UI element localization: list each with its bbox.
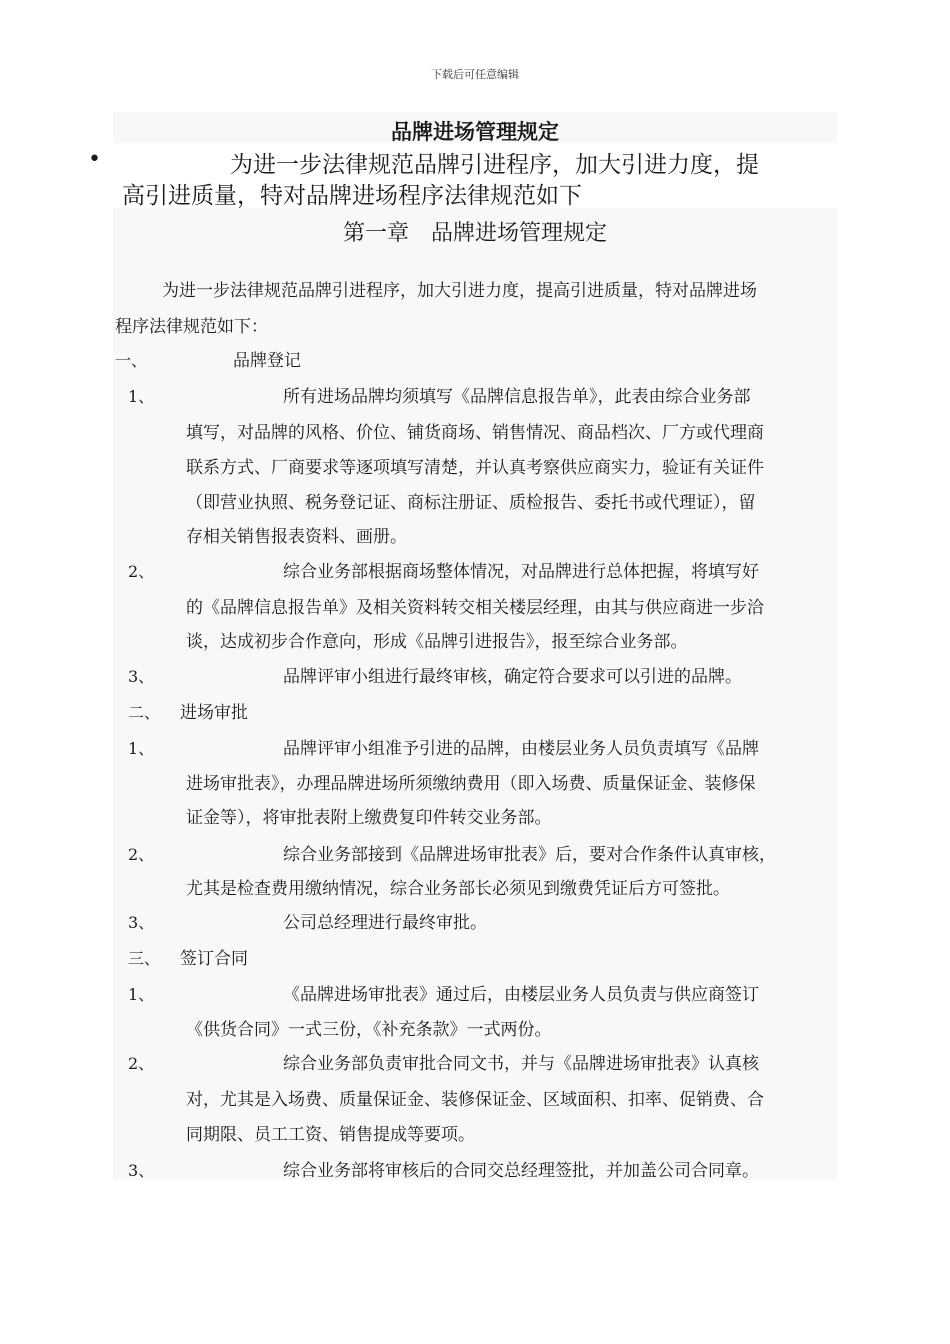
item-text-line: 填写，对品牌的风格、价位、铺货商场、销售情况、商品档次、厂方或代理商: [186, 423, 764, 443]
section-2-heading: 进场审批: [180, 703, 248, 723]
intro-line-1: 为进一步法律规范品牌引进程序，加大引进力度，提: [230, 152, 759, 178]
item-number: 1、: [128, 739, 155, 758]
item-text-line: 综合业务部根据商场整体情况，对品牌进行总体把握，将填写好: [283, 562, 759, 582]
intro-line-2: 高引进质量，特对品牌进场程序法律规范如下: [122, 183, 582, 209]
item-text-line: 对，尤其是入场费、质量保证金、装修保证金、区域面积、扣率、促销费、合: [186, 1090, 764, 1110]
item-number: 2、: [128, 562, 155, 581]
item-text-line: 进场审批表》，办理品牌进场所须缴纳费用（即入场费、质量保证金、装修保: [186, 774, 756, 794]
header-note: 下载后可任意编辑: [431, 68, 519, 81]
item-text-line: 综合业务部负责审批合同文书，并与《品牌进场审批表》认真核: [283, 1054, 759, 1074]
item-text-line: 品牌评审小组准予引进的品牌，由楼层业务人员负责填写《品牌: [283, 739, 759, 759]
preface-line-2: 程序法律规范如下：: [115, 317, 268, 337]
document-title: 品牌进场管理规定: [391, 119, 559, 144]
item-number: 3、: [128, 1161, 155, 1180]
section-2-number: 二、: [128, 703, 161, 722]
item-text-line: 综合业务部将审核后的合同交总经理签批，并加盖公司合同章。: [283, 1161, 759, 1181]
section-3-heading: 签订合同: [180, 949, 248, 969]
item-number: 2、: [128, 845, 155, 864]
item-text-line: 所有进场品牌均须填写《品牌信息报告单》，此表由综合业务部: [283, 387, 751, 407]
item-number: 1、: [128, 387, 155, 406]
item-number: 2、: [128, 1054, 155, 1073]
item-text-line: 联系方式、厂商要求等逐项填写清楚，并认真考察供应商实力，验证有关证件: [186, 458, 764, 478]
item-number: 3、: [128, 667, 155, 686]
item-text-line: 《品牌进场审批表》通过后，由楼层业务人员负责与供应商签订: [283, 985, 759, 1005]
chapter-title: 第一章 品牌进场管理规定: [342, 221, 607, 246]
item-text-line: 存相关销售报表资料、画册。: [186, 527, 407, 547]
bullet-icon: •: [88, 147, 101, 172]
item-number: 3、: [128, 913, 155, 932]
item-text-line: 品牌评审小组进行最终审核，确定符合要求可以引进的品牌。: [283, 667, 742, 687]
section-1-number: 一、: [115, 351, 148, 370]
item-text-line: 谈，达成初步合作意向，形成《品牌引进报告》，报至综合业务部。: [186, 632, 688, 652]
section-3-number: 三、: [128, 949, 161, 968]
item-text-line: 尤其是检查费用缴纳情况，综合业务部长必须见到缴费凭证后方可签批。: [186, 879, 730, 899]
preface-line-1: 为进一步法律规范品牌引进程序，加大引进力度，提高引进质量，特对品牌进场: [162, 281, 757, 301]
item-text-line: （即营业执照、税务登记证、商标注册证、质检报告、委托书或代理证），留: [186, 493, 756, 513]
item-text-line: 综合业务部接到《品牌进场审批表》后，要对合作条件认真审核，: [283, 845, 776, 865]
item-text-line: 《供货合同》一式三份，《补充条款》一式两份。: [186, 1020, 552, 1040]
section-1-heading: 品牌登记: [233, 351, 301, 371]
item-text-line: 证金等），将审批表附上缴费复印件转交业务部。: [186, 808, 552, 828]
item-text-line: 公司总经理进行最终审批。: [283, 913, 487, 933]
item-text-line: 同期限、员工工资、销售提成等要项。: [186, 1125, 475, 1145]
item-text-line: 的《品牌信息报告单》及相关资料转交相关楼层经理，由其与供应商进一步洽: [186, 598, 764, 618]
item-number: 1、: [128, 985, 155, 1004]
